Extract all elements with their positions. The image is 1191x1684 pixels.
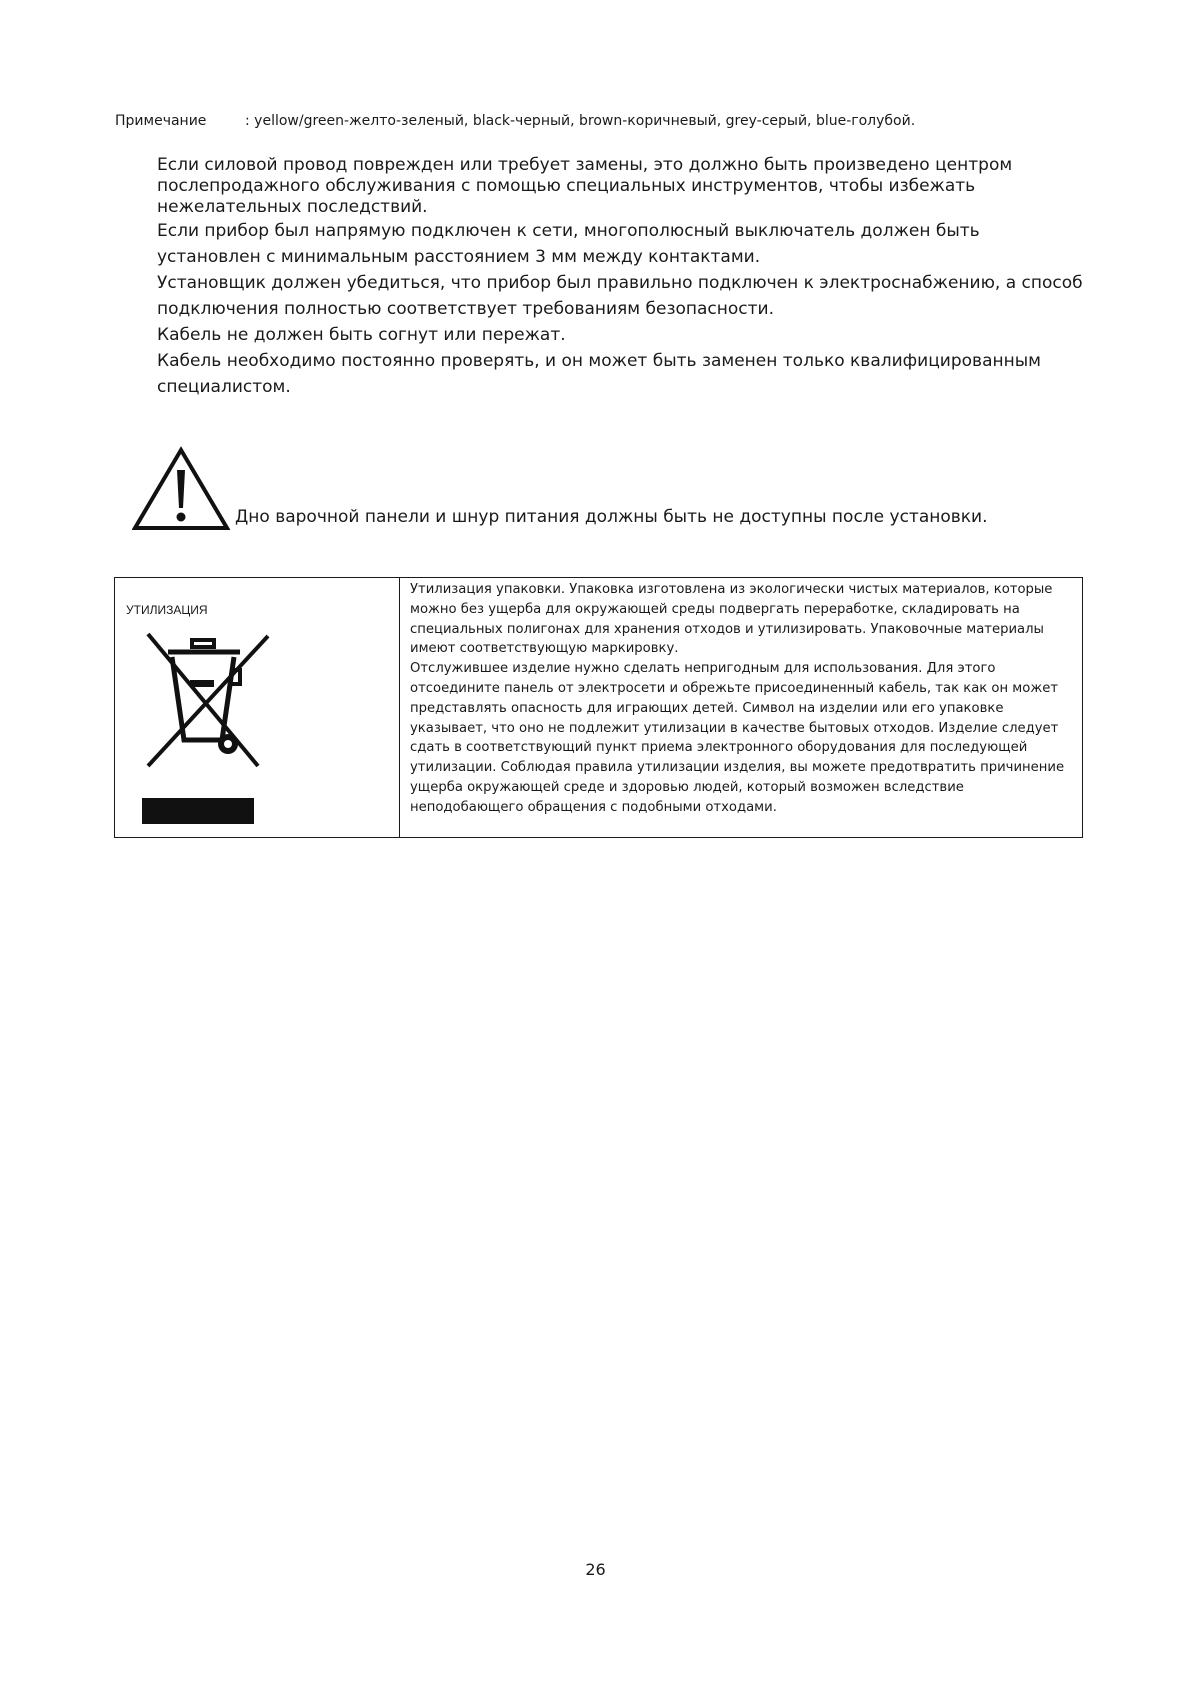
page-number: 26 [585,1560,606,1579]
paragraph-cable-inspection: Кабель необходимо постоянно проверять, и он может быть заменен только квалифицированным специалистом. [157,351,1041,397]
wire-color-note [115,112,915,130]
crossed-out-bin-icon [130,628,270,778]
disposal-text-cell [400,578,1083,838]
disposal-table [114,577,1083,838]
product-disposal-text: Отслужившее изделие нужно сделать непригодным для использования. Для этого отсоедините панель от электросети и обрежьте присоединенный кабель, так как он может представлять опасность для играющих детей. Символ на изделии или его упаковке указывает, что оно не подлежит утилизации в качестве бытовых отходов. Изделие следует сдать в соответствующий пункт приема электронного оборудования для последующей утилизации. Соблюдая правила утилизации изделия, вы можете предотвратить причинение ущерба окружающей среде и здоровью людей, который возможен вследствие неподобающего обращения с подобными отходами. [410,661,1065,815]
packaging-disposal-text: Утилизация упаковки. Упаковка изготовлена из экологически чистых материалов, которые можно без ущерба для окружающей среды подвергать переработке, складировать на специальных полигонах для хранения отходов и утилизировать. Упаковочные материалы имеют соответствующую маркировку. [410,582,1053,657]
disposal-label: УТИЛИЗАЦИЯ [126,603,208,617]
warning-triangle-icon [132,446,230,532]
warning-text: Дно варочной панели и шнур питания должны быть не доступны после установки. [235,507,988,527]
black-bar-marking [142,798,254,824]
note-text: : yellow/green-желто-зеленый, black-черный, brown-коричневый, grey-серый, blue-голубой. [245,113,916,129]
disposal-symbol-cell [115,578,400,838]
paragraph-installer-check: Установщик должен убедиться, что прибор был правильно подключен к электроснабжению, а способ подключения полностью соответствует требованиям безопасности. [157,273,1083,319]
paragraph-power-cord: Если силовой провод поврежден или требует замены, это должно быть произведено центром послепродажного обслуживания с помощью специальных инструментов, чтобы избежать нежелательных последствий. [157,155,1013,217]
paragraph-multipole-switch: Если прибор был напрямую подключен к сети, многополюсный выключатель должен быть установлен с минимальным расстоянием 3 мм между контактами. [157,221,980,267]
paragraph-cable-bend: Кабель не должен быть согнут или пережат. [157,325,566,345]
note-label: Примечание [115,113,207,129]
installation-instructions [157,155,1087,400]
